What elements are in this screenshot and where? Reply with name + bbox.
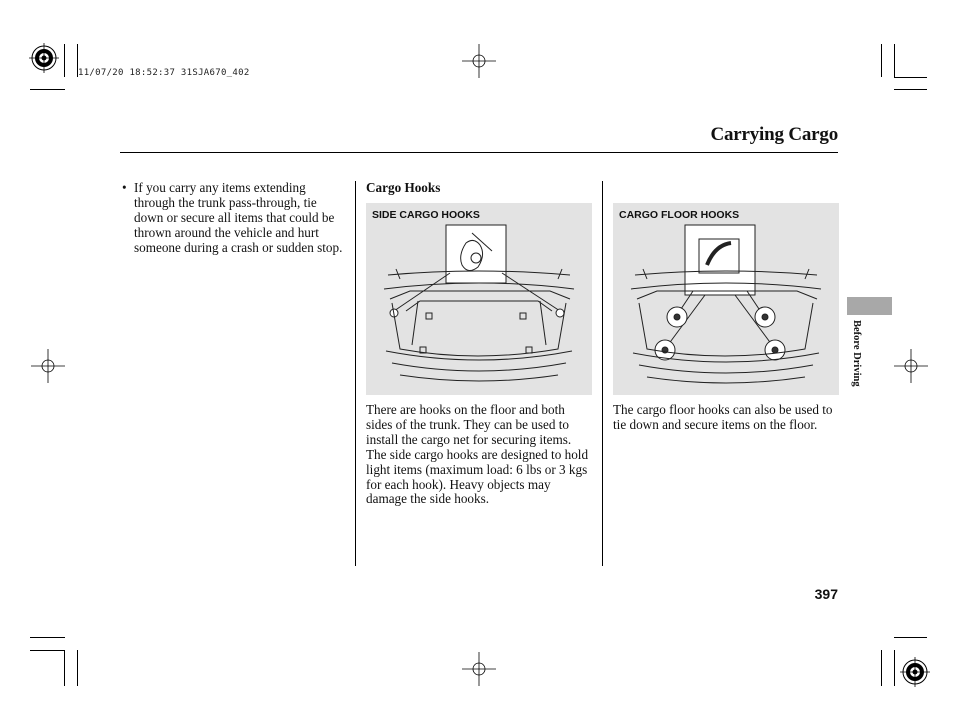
crosshair-icon [894,349,928,383]
section-tab [847,297,892,315]
floor-hooks-description: The cargo floor hooks can also be used to tie down and secure items on the floor. [613,402,833,432]
title-rule [120,152,838,153]
bullet-marker: • [122,180,127,195]
registration-target-icon [900,657,930,687]
trunk-floor-hooks-illustration [613,203,839,395]
safety-bullet [122,181,346,256]
crosshair-icon [462,44,496,78]
page-title: Carrying Cargo [710,124,838,145]
cargo-floor-hooks-figure [613,203,839,395]
registration-target-icon [29,43,59,73]
figure-label: CARGO FLOOR HOOKS [619,209,740,221]
section-tab-label: Before Driving [851,320,862,387]
column-divider [355,181,356,566]
page-number: 397 [814,586,838,602]
print-stamp: 11/07/20 18:52:37 31SJA670_402 [78,68,250,78]
crosshair-icon [31,349,65,383]
figure-label: SIDE CARGO HOOKS [372,209,480,221]
crosshair-icon [462,652,496,686]
section-heading: Cargo Hooks [366,180,441,195]
side-cargo-hooks-figure [366,203,592,395]
column-divider [602,181,603,566]
cargo-hooks-description: There are hooks on the floor and both sides of the trunk. They can be used to install the cargo net for securing items. The side cargo hooks are designed to hold light items (maximum load: 6 lbs or 3 kgs for each hook). Heavy objects may damage the side hooks. [366,402,589,507]
trunk-side-hooks-illustration [366,203,592,395]
safety-bullet-text: If you carry any items extending through the trunk pass-through, tie down or secure all items that could be thrown around the vehicle and hurt someone during a crash or sudden stop. [134,180,343,255]
